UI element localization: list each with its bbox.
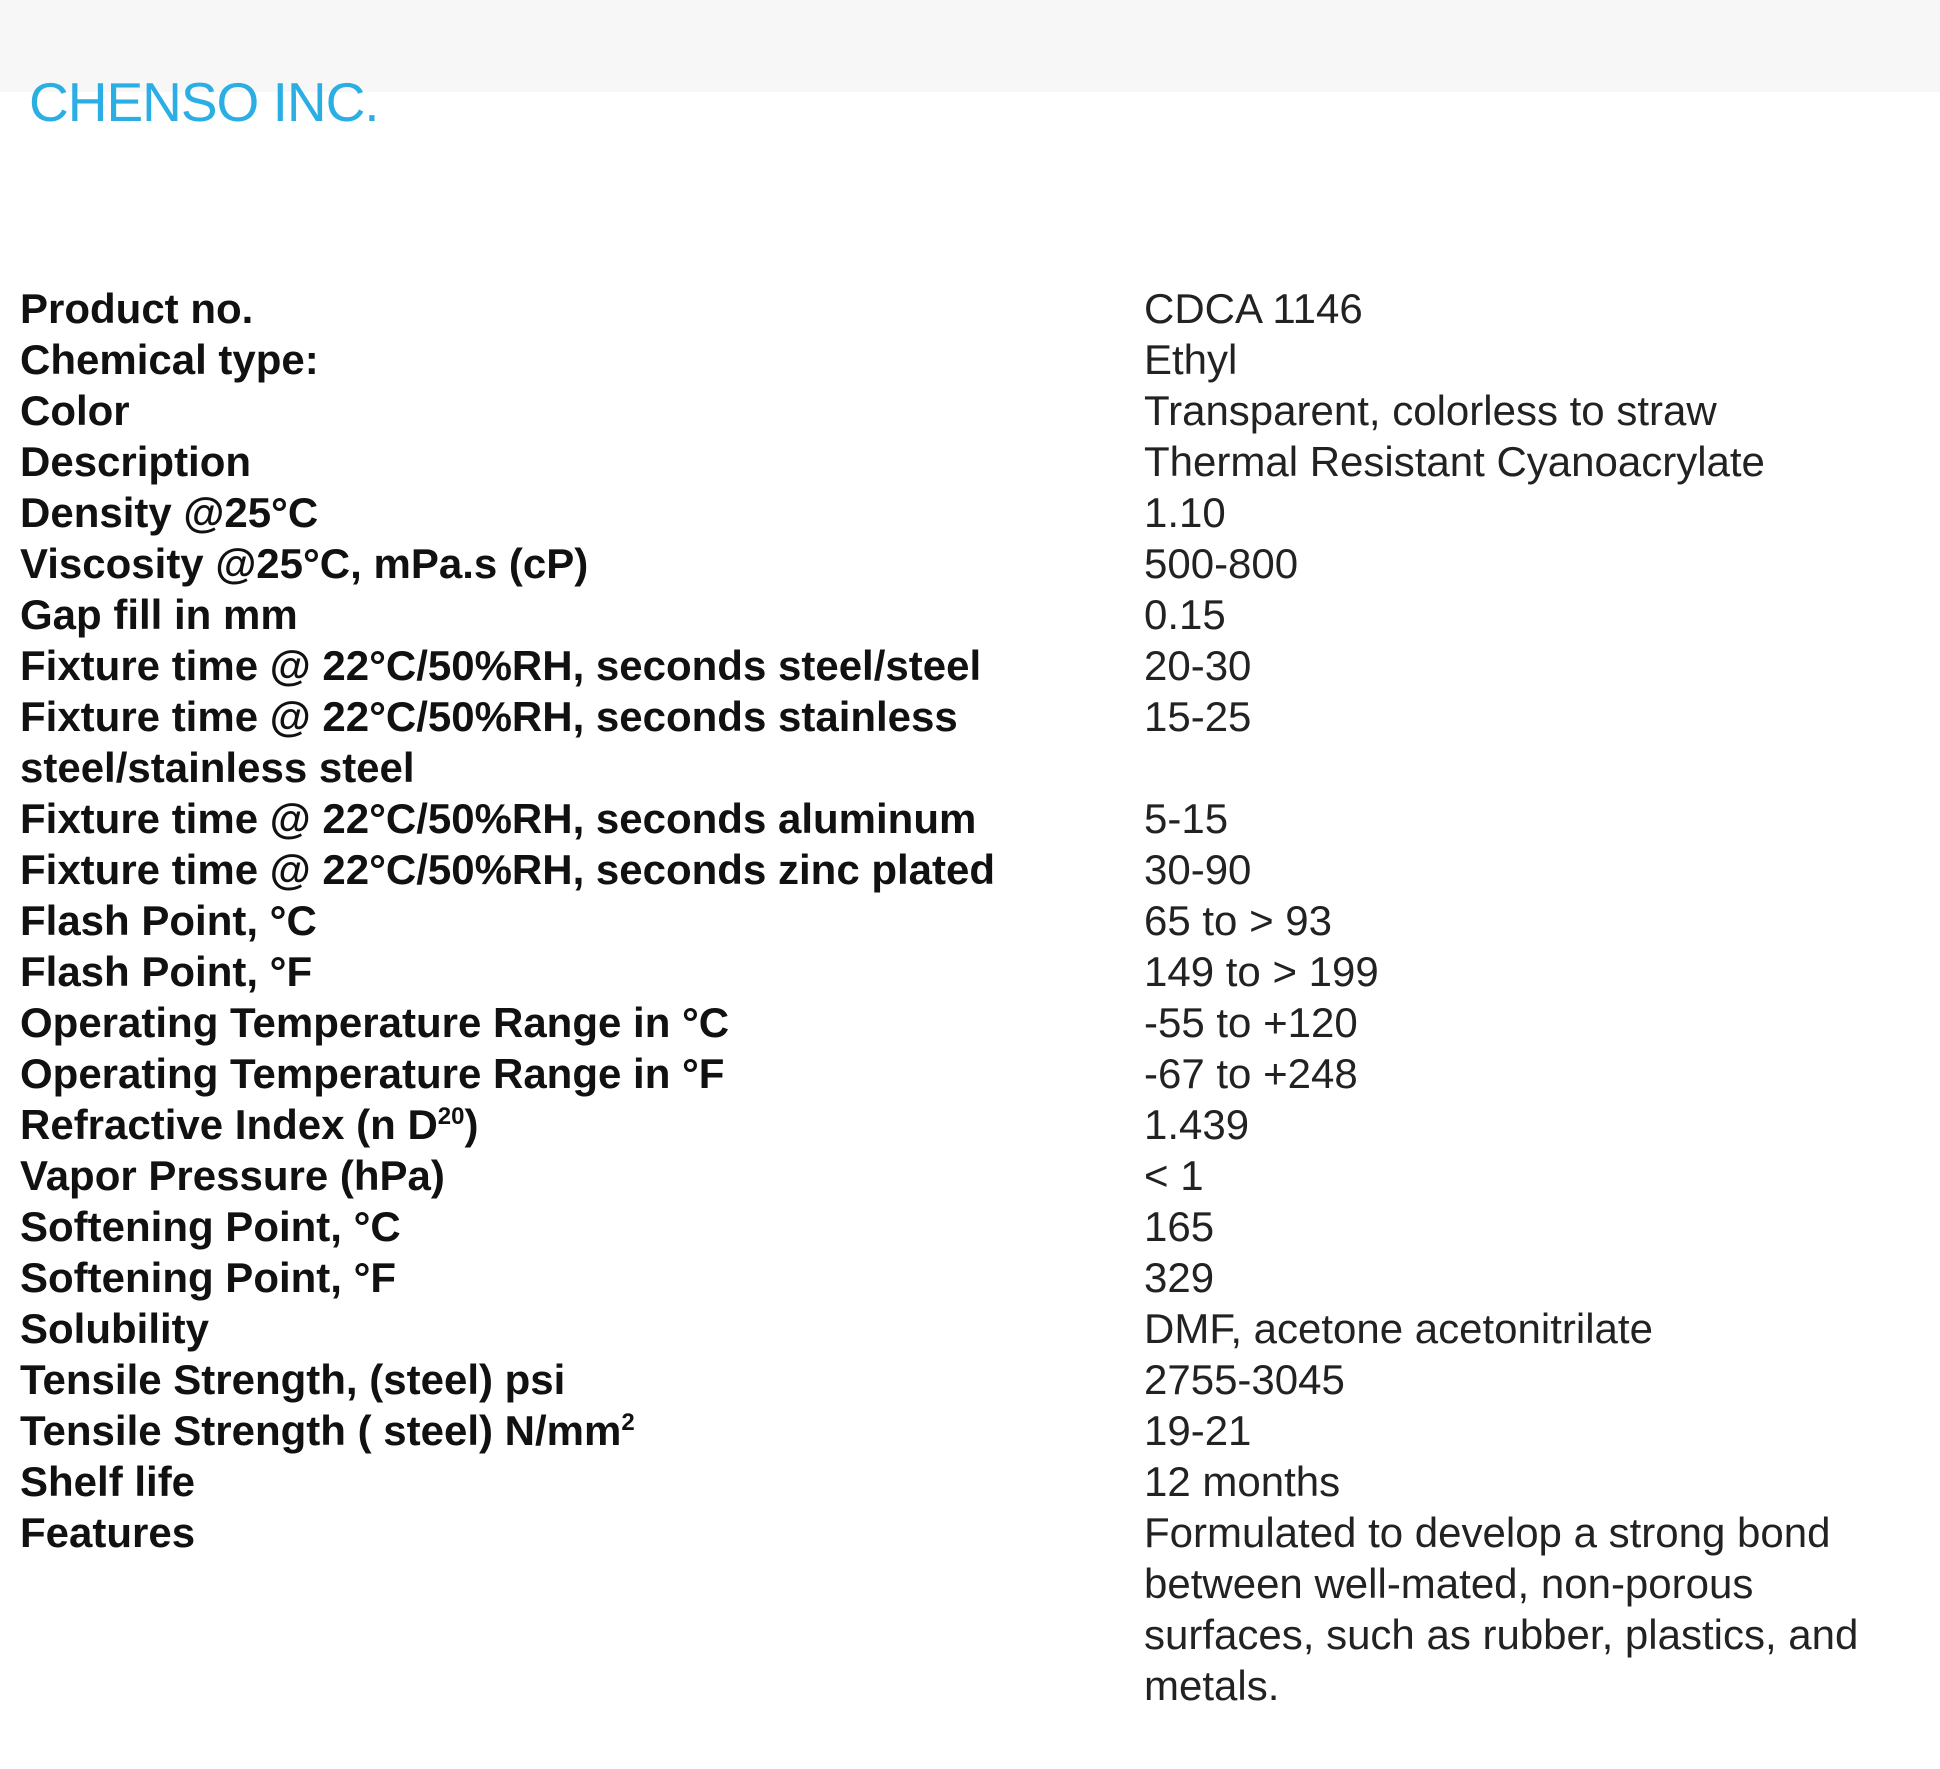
spec-label-text: Gap fill in mm <box>20 591 298 638</box>
spec-row <box>20 1507 1920 1711</box>
spec-label <box>20 640 1144 691</box>
spec-value: Formulated to develop a strong bond between well-mated, non-porous surfaces, such as rubber, plastics, and metals. <box>1144 1509 1859 1709</box>
spec-value: 1.10 <box>1144 489 1226 536</box>
spec-label <box>20 1354 1144 1405</box>
spec-label-text: Product no. <box>20 285 254 332</box>
spec-row <box>20 1150 1920 1201</box>
spec-label <box>20 589 1144 640</box>
spec-label-superscript: 2 <box>621 1409 635 1436</box>
spec-value: 329 <box>1144 1254 1215 1301</box>
spec-label-superscript: 20 <box>437 1103 465 1130</box>
spec-row <box>20 1405 1920 1456</box>
spec-label-text: Fixture time @ 22°C/50%RH, seconds steel/steel <box>20 642 982 689</box>
company-logo: CHENSO INC. <box>29 71 379 133</box>
spec-label-text: Viscosity @25°C, mPa.s (cP) <box>20 540 589 587</box>
spec-label-text: Solubility <box>20 1305 209 1352</box>
spec-label-text: Density @25°C <box>20 489 319 536</box>
spec-row <box>20 538 1920 589</box>
spec-label-text: Fixture time @ 22°C/50%RH, seconds zinc plated <box>20 846 996 893</box>
spec-label-text: Operating Temperature Range in °F <box>20 1050 725 1097</box>
spec-row <box>20 640 1920 691</box>
spec-row <box>20 1354 1920 1405</box>
spec-row <box>20 1099 1920 1150</box>
spec-label-text: Shelf life <box>20 1458 196 1505</box>
spec-label <box>20 793 1144 844</box>
spec-label <box>20 997 1144 1048</box>
spec-value: -67 to +248 <box>1144 1050 1358 1097</box>
spec-value: -55 to +120 <box>1144 999 1358 1046</box>
spec-label <box>20 436 1144 487</box>
spec-label <box>20 385 1144 436</box>
spec-row <box>20 997 1920 1048</box>
spec-label <box>20 1405 1144 1456</box>
spec-value: Transparent, colorless to straw <box>1144 387 1717 434</box>
spec-row <box>20 283 1920 334</box>
spec-value: 165 <box>1144 1203 1215 1250</box>
spec-row <box>20 589 1920 640</box>
spec-row <box>20 436 1920 487</box>
spec-value: CDCA 1146 <box>1144 285 1363 332</box>
spec-value: 5-15 <box>1144 795 1229 842</box>
spec-label-suffix: ) <box>464 1101 479 1148</box>
spec-value: 19-21 <box>1144 1407 1252 1454</box>
spec-label <box>20 691 1144 793</box>
spec-label-text: Fixture time @ 22°C/50%RH, seconds stainless steel/stainless steel <box>20 693 958 791</box>
spec-label <box>20 1252 1144 1303</box>
spec-value: 0.15 <box>1144 591 1226 638</box>
spec-label <box>20 1048 1144 1099</box>
spec-value: Thermal Resistant Cyanoacrylate <box>1144 438 1765 485</box>
spec-label <box>20 1201 1144 1252</box>
spec-label-text: Flash Point, °C <box>20 897 317 944</box>
spec-table <box>20 283 1920 1711</box>
spec-row <box>20 946 1920 997</box>
spec-row <box>20 793 1920 844</box>
spec-value: 500-800 <box>1144 540 1299 587</box>
spec-label-text: Softening Point, °C <box>20 1203 401 1250</box>
spec-row <box>20 1252 1920 1303</box>
spec-row <box>20 487 1920 538</box>
spec-label-text: Refractive Index (n D <box>20 1101 438 1148</box>
spec-label <box>20 1099 1144 1150</box>
spec-label-text: Chemical type: <box>20 336 319 383</box>
spec-label-text: Features <box>20 1509 196 1556</box>
spec-row <box>20 844 1920 895</box>
spec-label-text: Description <box>20 438 252 485</box>
spec-label-text: Operating Temperature Range in °C <box>20 999 730 1046</box>
spec-value: Ethyl <box>1144 336 1238 383</box>
spec-label <box>20 1507 1144 1558</box>
spec-row <box>20 1303 1920 1354</box>
spec-row <box>20 1048 1920 1099</box>
spec-value: 1.439 <box>1144 1101 1250 1148</box>
spec-label <box>20 895 1144 946</box>
spec-value: 15-25 <box>1144 693 1252 740</box>
spec-label-text: Fixture time @ 22°C/50%RH, seconds aluminum <box>20 795 977 842</box>
spec-label-text: Softening Point, °F <box>20 1254 397 1301</box>
spec-label-text: Color <box>20 387 130 434</box>
spec-value: 2755-3045 <box>1144 1356 1345 1403</box>
spec-row <box>20 334 1920 385</box>
spec-label <box>20 334 1144 385</box>
spec-row <box>20 691 1920 793</box>
spec-label <box>20 538 1144 589</box>
spec-value: 30-90 <box>1144 846 1252 893</box>
spec-label-text: Vapor Pressure (hPa) <box>20 1152 445 1199</box>
spec-label <box>20 946 1144 997</box>
spec-label <box>20 844 1144 895</box>
spec-label <box>20 487 1144 538</box>
spec-value: 12 months <box>1144 1458 1341 1505</box>
spec-label <box>20 1150 1144 1201</box>
spec-value: < 1 <box>1144 1152 1204 1199</box>
spec-row <box>20 1456 1920 1507</box>
spec-label <box>20 283 1144 334</box>
spec-label-text: Tensile Strength, (steel) psi <box>20 1356 566 1403</box>
spec-value: 149 to > 199 <box>1144 948 1379 995</box>
spec-label <box>20 1303 1144 1354</box>
spec-value: DMF, acetone acetonitrilate <box>1144 1305 1653 1352</box>
spec-row <box>20 385 1920 436</box>
spec-value: 65 to > 93 <box>1144 897 1332 944</box>
spec-row <box>20 1201 1920 1252</box>
spec-value: 20-30 <box>1144 642 1252 689</box>
spec-label <box>20 1456 1144 1507</box>
spec-label-text: Flash Point, °F <box>20 948 313 995</box>
spec-row <box>20 895 1920 946</box>
spec-label-text: Tensile Strength ( steel) N/mm <box>20 1407 622 1454</box>
